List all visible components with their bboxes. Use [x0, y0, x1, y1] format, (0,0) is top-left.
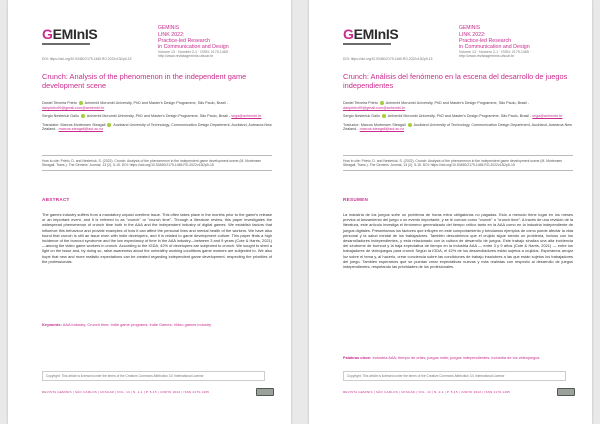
logo-underline — [42, 43, 90, 45]
orcid-icon[interactable] — [79, 101, 83, 105]
logo-underline — [343, 43, 391, 45]
abstract-heading: ABSTRACT — [42, 197, 70, 202]
journal-line1: LINK 2022: — [158, 31, 185, 38]
author-list — [42, 101, 272, 136]
author-email-link[interactable]: snga@anhembi.br — [532, 114, 563, 119]
article-title: Crunch: Análisis del fenómeno en la escena del desarrollo de juegos independientes — [343, 72, 568, 91]
journal-line3: in Communication and Design — [158, 43, 229, 50]
journal-meta: Volume 13 · Número 2-1 · ISSN: 2179-1465 · http://www.revistageminis.ufscar.br — [459, 49, 532, 58]
article-title: Crunch: Analysis of the phenomenon in the independent game development scene — [42, 72, 247, 91]
keywords: Keywords: AAA Industry; Crunch time; Indie game programs; Indie Games; Video games industry — [42, 322, 212, 327]
doi-link[interactable]: DOI: https://doi.org/10.53450/2179-1465.RG.2022v13i2p5-15 — [42, 57, 132, 61]
journal-meta: Volume 13 · Number 2-1 · ISSN: 2179-1465 · http://www.revistageminis.ufscar.br — [158, 49, 231, 58]
geminis-logo: GEMInIS — [42, 26, 98, 42]
page-footer: REVISTA GEMINIS | SÃO CARLOS | UFSCAR | VOL. 13 | N. 2-1 | P. 5-15 | JUNHO 2022 | ISSN 2179-1465 — [42, 390, 210, 394]
author-entry: Daniel Teixeira Prieto Anhembi Morumbi University, PhD and Master's Design Programme, São Paulo, Brasil - danprieto99@gmail.com@anhembi.br — [343, 101, 530, 110]
keywords: Palabras clave: Industria AAA; tiempo de crisis; juegos indie; juegos independientes; industria de los videojuegos — [343, 355, 540, 360]
journal-page-spanish — [309, 0, 592, 424]
author-entry: Daniel Teixeira Prieto Anhembi Morumbi University, PhD and Master's Design Programme, São Paulo, Brazil - danprieto99@gmail.com@anhembi.br — [42, 101, 229, 110]
author-entry: Sergio Nesteriuk Gallo Anhembi Morumbi University, PhD and Master's Design Programme, São Paulo, Brasil - snga@anhembi.br — [343, 114, 563, 119]
journal-issue: GEMINIS — [158, 25, 180, 31]
author-email-link[interactable]: danprieto99@gmail.com@anhembi.br — [343, 105, 406, 110]
journal-issue: GEMINIS — [459, 25, 481, 31]
journal-line2: Practice-led Research — [459, 37, 512, 44]
journal-page-english — [8, 0, 291, 424]
translator-email-link[interactable]: marcos.steagall@aut.ac.nz — [359, 127, 405, 132]
citation-box: How to cite: Prieto, D. and Nesteriuk, S. (2022). Crunch: Analysis of the phenomenon in the independent game development scene (M. Mortensen Steagall, Trans.). The Geminis' Journal, 13 (2), 5-15. DOI: https://doi.org/10.53450/2179-1465.RG.2022v13i2p5-15 — [42, 155, 272, 171]
translator-email-link[interactable]: marcos.steagall@aut.ac.nz — [58, 127, 104, 132]
page-footer: REVISTA GEMINIS | SÃO CARLOS | UFSCAR | VOL. 13 | N. 2-1 | P. 5-15 | JUNHO 2022 | ISSN 2179-1465 — [343, 390, 511, 394]
license-notice: Copyright: This article is licensed under the terms of the Creative Commons Attribution 3.0 International License — [343, 371, 566, 381]
abstract-text: The games industry suffers from a mandatory unpaid overtime issue. This often takes place in the months prior to the game's release or an important event, and it is referred to as "crunch" or "crunch time". Through a literature review, this paper investigates the widespread phenomenon of crunch time both in the AAA and the independent industry of digital games. We establish factors that influence this behaviour and provide examples of how it can affect the personal lives and mental health of the workers. We have also found that crunch is still an issue even with indie developers, and it is related to game development culture. This paper finds a high incidence of the burnout syndrome and the low expectancy of time in the AAA industry—between 3 and 9 years (Cote & Harris, 2021)—among the video game workers in crunch. According to the IGDA, 42% of developers are subjected to crunch. We sought to shed a light on the issue and, by doing so, raise awareness about the unhealthy working conditions game workers are subjected to. We also hope that new and more realistic expectations can be created regarding independent game development, respecting the priorities of the professionals. — [42, 212, 272, 264]
author-email-link[interactable]: danprieto99@gmail.com@anhembi.br — [42, 105, 105, 110]
doi-link[interactable]: DOI: https://doi.org/10.53450/2179-1465.RG.2022v13i2p5-15 — [343, 57, 433, 61]
author-email-link[interactable]: snga@anhembi.br — [231, 114, 262, 119]
creative-commons-icon[interactable] — [256, 388, 274, 396]
translator-entry: Traductor: Marcos Mortensen Steagall Auckland University of Technology, Communication Design Department, Auckland, Aotearoa New Zealand - marcos.steagall@aut.ac.nz — [343, 122, 572, 132]
journal-info — [158, 26, 283, 58]
geminis-logo: GEMInIS — [343, 26, 399, 42]
orcid-icon[interactable] — [81, 114, 85, 118]
journal-line2: Practice-led Research — [158, 37, 211, 44]
creative-commons-icon[interactable] — [557, 388, 575, 396]
journal-info — [459, 26, 584, 58]
author-list — [343, 101, 573, 136]
orcid-icon[interactable] — [380, 101, 384, 105]
journal-line3: in Communication and Design — [459, 43, 530, 50]
author-entry: Sergio Nesteriuk Gallo Anhembi Morumbi University, PhD and Master's Design Programme, São Paulo, Brazil - snga@anhembi.br — [42, 114, 262, 119]
translator-entry: Translator: Marcos Mortensen Steagall Auckland University of Technology, Communication Design Department, Auckland, Aotearoa New Zealand - marcos.steagall@aut.ac.nz — [42, 122, 272, 132]
orcid-icon[interactable] — [107, 123, 111, 127]
orcid-icon[interactable] — [382, 114, 386, 118]
journal-line1: LINK 2022: — [459, 31, 486, 38]
orcid-icon[interactable] — [408, 123, 412, 127]
abstract-heading: RESUMEN — [343, 197, 369, 202]
abstract-text: La industria de los juegos sufre un problema de horas extra obligatorias no pagadas. Esto a menudo tiene lugar en los meses previos al lanzamiento del juego o un evento importante, y se le conoce como "crunch" o "crunch time". A través de una revisión de la literatura, este artículo investiga el fenómeno generalizado del tiempo crítico tanto en la AAA como en la industria independiente de juegos digitales. Presentamos los factores que influyen en este comportamiento y brindamos ejemplos de cómo puede afectar la vida personal y la salud mental de los trabajadores. También descubrimos que el crujido sigue siendo un problema, incluso con los desarrolladores independientes, y está relacionado con la cultura de desarrollo de juegos. Este trabajo sinaliza una alta incidencia del síndrome de burnout y la baja expectativa de tiempo en la industria AAA — entre 3 y 9 años (Cote & Harris, 2021) — entre los trabajadores de videojuegos para crunch Según la IGDA, el 42% de los desarrolladores están sujetos a crujidos. Esperamos arrojar luz sobre el tema y, al hacerlo, crear conciencia sobre las condiciones de trabajo insalubres a las que están sujetos los trabajadores del juego. También esperamos que se puedan crear expectativas nuevas y más realistas con respecto al desarrollo de juegos independientes, respetando las prioridades de los profesionales. — [343, 212, 573, 270]
license-notice: Copyright: This article is licensed under the terms of the Creative Commons Attribution 3.0 International License — [42, 371, 265, 381]
citation-box: How to cite: Prieto, D. and Nesteriuk, S. (2022). Crunch: Analysis of the phenomenon in the independent game development scene (M. Mortensen Steagall, Trans.). The Geminis' Journal, 13 (2), 5-15. DOI: https://doi.org/10.53450/2179-1465.RG.2022v13i2p5-15 — [343, 155, 573, 171]
